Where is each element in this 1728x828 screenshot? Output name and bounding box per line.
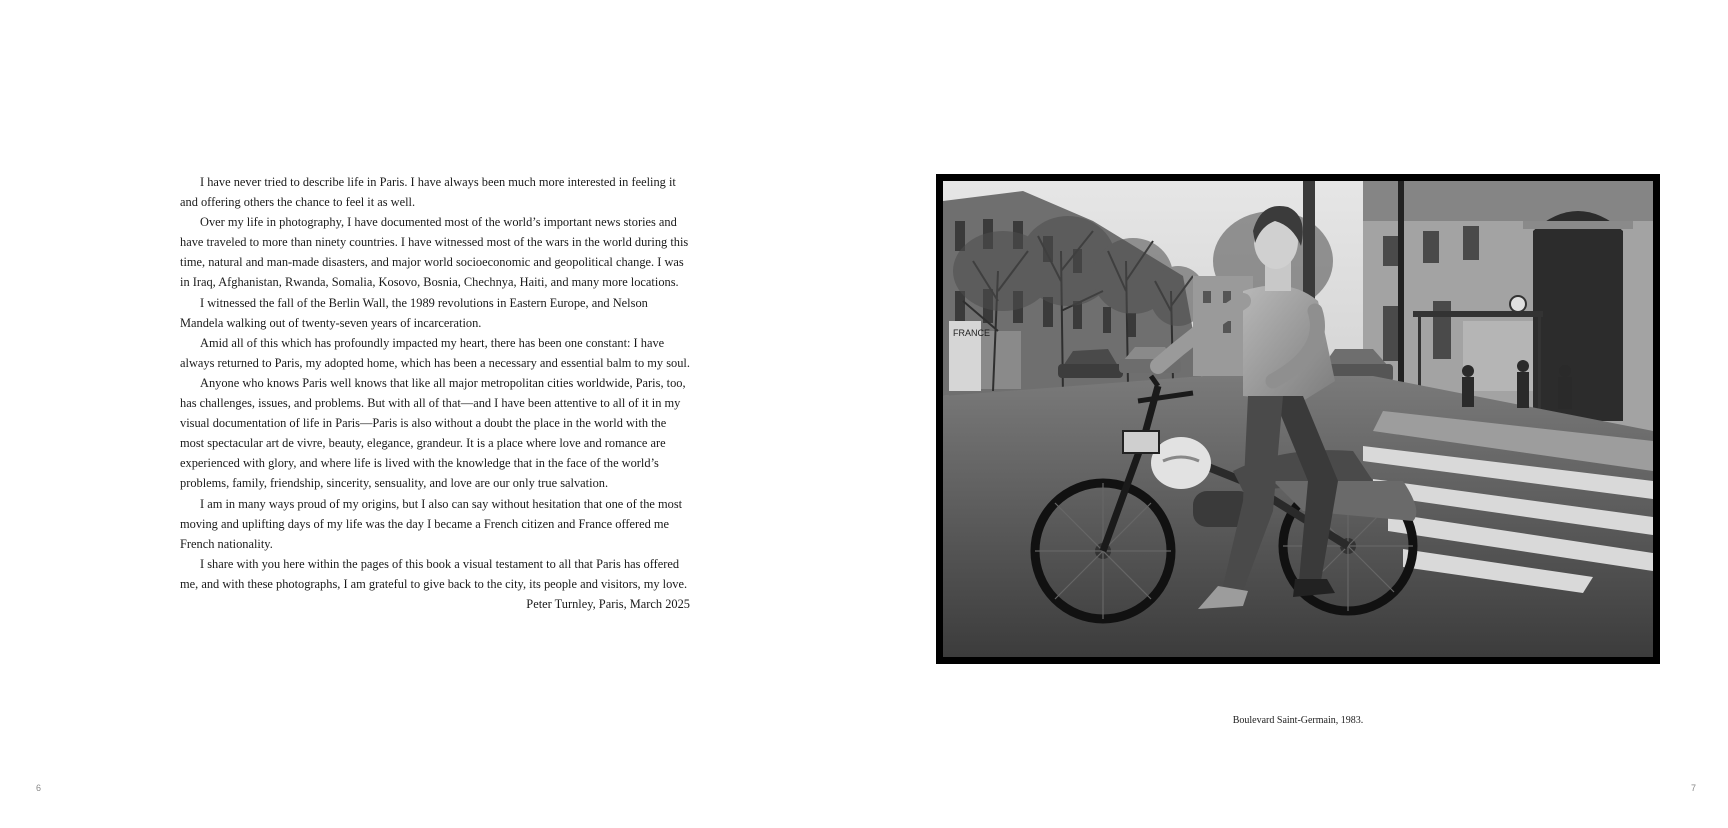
right-page: [864, 0, 1728, 828]
essay-paragraph: I have never tried to describe life in Paris. I have always been much more interested in feeling it and offering others the chance to feel it as well.: [180, 175, 676, 210]
page-number-left: 6: [36, 783, 42, 793]
page-number-right: 7: [1690, 783, 1696, 793]
essay-text: [180, 172, 690, 614]
photograph-frame: [936, 174, 1660, 664]
essay-paragraph: Amid all of this which has profoundly impacted my heart, there has been one constant: I have always returned to Paris, my adopted home, which has been a necessary and essential balm to my soul.: [180, 335, 690, 370]
essay-paragraph: I witnessed the fall of the Berlin Wall, the 1989 revolutions in Eastern Europe, and Nelson Mandela walking out of twenty-seven years of incarceration.: [180, 295, 648, 330]
essay-paragraph: I am in many ways proud of my origins, but I also can say without hesitation that one of the most moving and uplifting days of my life was the day I became a French citizen and France offered me French nationality.: [180, 496, 683, 551]
essay-paragraph: Over my life in photography, I have documented most of the world’s important news stories and have traveled to more than ninety countries. I have witnessed most of the wars in the world during this time, natural and man-made disasters, and major world socioeconomic and geopolitical change. I was in Iraq, Afghanistan, Rwanda, Somalia, Kosovo, Bosnia, Chechnya, Haiti, and many more locations.: [180, 215, 689, 290]
author-signature: Peter Turnley, Paris, March 2025: [526, 596, 690, 611]
street-photograph: [943, 181, 1653, 657]
truck-sign: FRANCE: [953, 328, 991, 338]
photo-caption: Boulevard Saint-Germain, 1983.: [1232, 715, 1364, 726]
essay-paragraph: I share with you here within the pages of this book a visual testament to all that Paris has offered me, and with these photographs, I am grateful to give back to the city, its people and visitors, my love.: [180, 556, 688, 591]
essay-paragraph: Anyone who knows Paris well knows that like all major metropolitan cities worldwide, Paris, too, has challenges, issues, and problems. But with all of that—and I have been attentive to all of it in my visual documentation of life in Paris—Paris is also without a doubt the place in the world with the most spectacular art de vivre, beauty, elegance, grandeur. It is a place where love and romance are experienced with glory, and where life is lived with the knowledge that in the face of the world’s problems, family, friendship, sincerity, sensuality, and love are our only true salvation.: [180, 375, 686, 491]
